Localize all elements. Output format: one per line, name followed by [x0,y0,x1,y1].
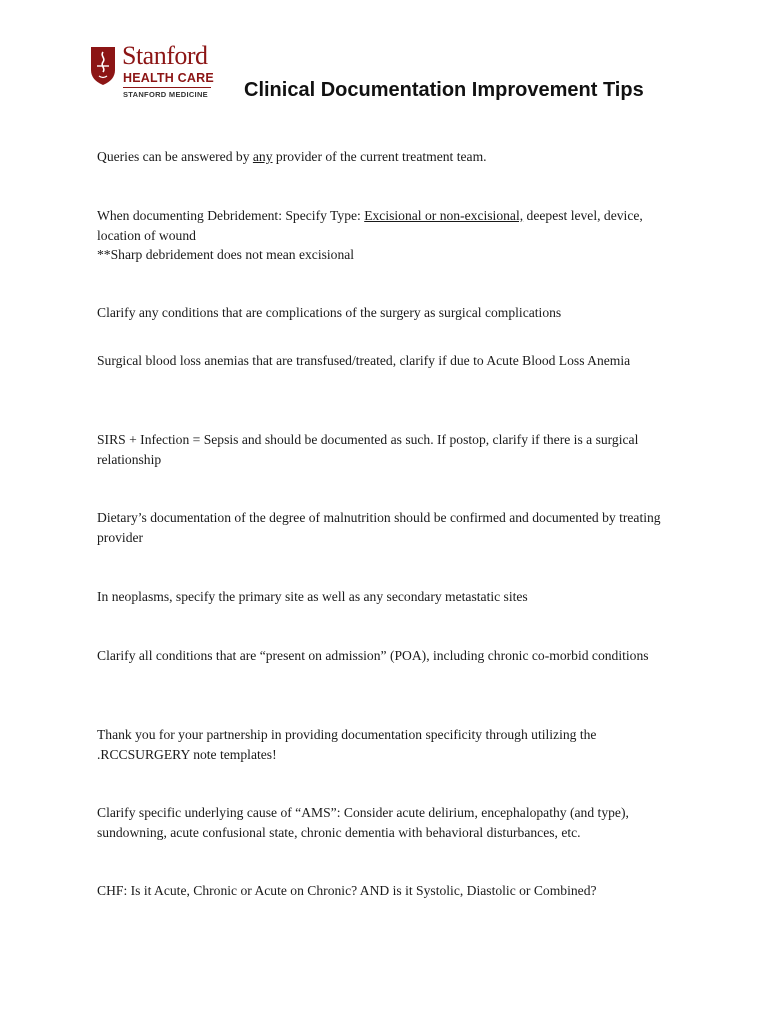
tip-chf: CHF: Is it Acute, Chronic or Acute on Chronic? AND is it Systolic, Diastolic or Combined? [97,883,597,898]
tip-poa: Clarify all conditions that are “present on admission” (POA), including chronic co-morbid conditions [97,648,649,663]
tip-thank-you: Thank you for your partnership in providing documentation specificity through utilizing the .RCCSURGERY note templates! [97,727,597,762]
tip-surgical-complications: Clarify any conditions that are complications of the surgery as surgical complications [97,305,562,320]
tip-debridement-note: **Sharp debridement does not mean excisional [97,247,355,262]
logo-health-care: HEALTH CARE [123,71,214,85]
document-title: Clinical Documentation Improvement Tips [244,79,644,101]
logo-wordmark: Stanford [122,41,208,70]
tip-neoplasms: In neoplasms, specify the primary site as well as any secondary metastatic sites [97,589,528,604]
logo-divider [123,87,211,88]
tip-malnutrition: Dietary’s documentation of the degree of malnutrition should be confirmed and documented by treating provider [97,510,661,545]
tip-blood-loss-anemia: Surgical blood loss anemias that are transfused/treated, clarify if due to Acute Blood Loss Anemia [97,353,631,368]
tip-sepsis: SIRS + Infection = Sepsis and should be documented as such. If postop, clarify if there is a surgical relationship [97,432,639,467]
stanford-health-care-logo [90,41,220,102]
logo-stanford-medicine: STANFORD MEDICINE [123,90,208,99]
shield-icon [90,46,116,86]
tip-ams: Clarify specific underlying cause of “AMS”: Consider acute delirium, encephalopathy (and type), sundowning, acute confusional state, chronic dementia with behavioral disturbances, etc. [97,805,629,840]
tip-queries: Queries can be answered by any provider of the current treatment team. [97,149,487,164]
tip-debridement: When documenting Debridement: Specify Type: Excisional or non-excisional, deepest level, device, location of wound **Sharp debridement does not mean excisional [97,206,687,265]
